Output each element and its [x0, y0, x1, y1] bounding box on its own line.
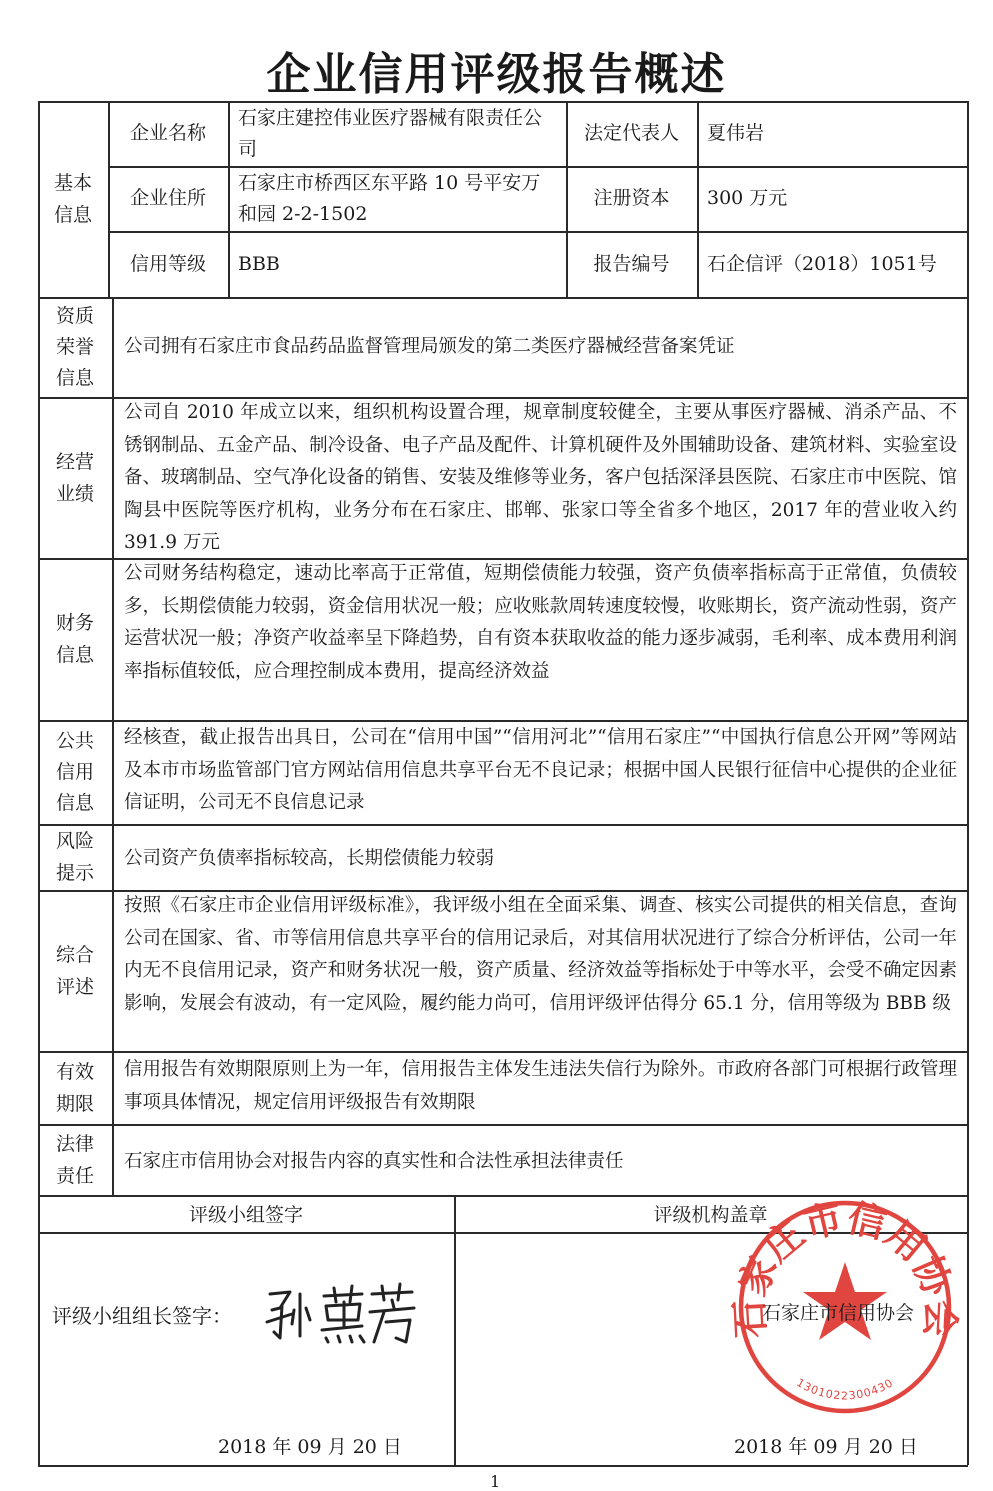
svg-text:1301022300430: 1301022300430 — [794, 1376, 896, 1403]
risk-text: 公司资产负债率指标较高，长期偿债能力较弱 — [124, 848, 495, 869]
page-number: 1 — [490, 1472, 501, 1491]
business-performance-label: 经营 业绩 — [55, 450, 94, 505]
leader-signature-label: 评级小组组长签字： — [52, 1304, 232, 1328]
legal-liability-label: 法律 责任 — [55, 1132, 94, 1187]
validity-label: 有效 期限 — [55, 1060, 94, 1115]
group-signature-header: 评级小组签字 — [188, 1204, 303, 1226]
address-value: 石家庄市桥西区东平路 10 号平安万和园 2-2-1502 — [238, 171, 541, 225]
legal-rep-value: 夏伟岩 — [707, 122, 765, 144]
public-credit-text: 经核查，截止报告出具日，公司在“信用中国”“信用河北”“信用石家庄”“中国执行信息公开网”等网站及本市市场监管部门官方网站信用信息共享平台无不良记录；根据中国人民银行征信中心提供的企业征信证明，公司无不良信息记录 — [124, 727, 957, 813]
credit-grade-label: 信用等级 — [129, 252, 206, 275]
summary-label: 综合 评述 — [55, 943, 94, 998]
address-label: 企业住所 — [129, 187, 206, 209]
summary-text: 按照《石家庄市企业信用评级标准》，我评级小组在全面采集、调查、核实公司提供的相关信息，查询公司在国家、省、市等信用信息共享平台的信用记录后，对其信用状况进行了综合分析评估，公司一年内无不良信用记录，资产和财务状况一般，资产质量、经济效益等指标处于中等水平，会受不确定因素影响，发展会有波动，有一定风险，履约能力尚可，信用评级评估得分 65.1 分，信用等级为 BBB 级 — [124, 895, 957, 1014]
risk-label: 风险 提示 — [55, 830, 94, 884]
validity-text: 信用报告有效期限原则上为一年，信用报告主体发生违法失信行为除外。市政府各部门可根据行政管理事项具体情况，规定信用评级报告有效期限 — [124, 1059, 957, 1113]
credit-grade-value: BBB — [238, 252, 280, 275]
org-seal-header: 评级机构盖章 — [653, 1204, 768, 1226]
page-title: 企业信用评级报告概述 — [266, 49, 727, 100]
business-performance-text: 公司自 2010 年成立以来，组织机构设置合理，规章制度较健全，主要从事医疗器械、消杀产品、不锈钢制品、五金产品、制冷设备、电子产品及配件、计算机硬件及外围辅助设备、建筑材料、实验室设备、玻璃制品、空气净化设备的销售、安装及维修等业务，客户包括深泽县医院、石家庄市中医院、馆陶县中医院等医疗机构，业务分布在石家庄、邯郸、张家口等全省多个地区，2017 年的营业收入约 391.9 万元 — [124, 402, 957, 553]
company-name-value: 石家庄建控伟业医疗器械有限责任公司 — [238, 106, 543, 160]
basic-info-label: 基本 信息 — [53, 172, 92, 226]
org-name: 石家庄市信用协会 — [762, 1302, 915, 1324]
financial-info-label: 财务 信息 — [55, 612, 94, 666]
report-number-value: 石企信评（2018）1051号 — [707, 252, 937, 275]
capital-label: 注册资本 — [593, 187, 670, 209]
public-credit-label: 公共 信用 信息 — [55, 729, 94, 814]
date-right: 2018 年 09 月 20 日 — [734, 1436, 918, 1458]
company-name-label: 企业名称 — [129, 122, 206, 144]
financial-info-text: 公司财务结构稳定，速动比率高于正常值，短期偿债能力较强，资产负债率指标高于正常值，负债较多，长期偿债能力较弱，资金信用状况一般；应收账款周转速度较慢，收账期长，资产流动性弱，资产运营状况一般；净资产收益率呈下降趋势，自有资本获取收益的能力逐步减弱，毛利率、成本费用利润率指标值较低，应合理控制成本费用，提高经济效益 — [124, 563, 957, 682]
report-number-label: 报告编号 — [593, 252, 670, 275]
legal-rep-label: 法定代表人 — [583, 122, 679, 144]
qualification-text: 公司拥有石家庄市食品药品监督管理局颁发的第二类医疗器械经营备案凭证 — [124, 335, 735, 357]
svg-text:石家庄市信用协会: 石家庄市信用协会 — [730, 1195, 960, 1340]
date-left: 2018 年 09 月 20 日 — [218, 1436, 402, 1458]
legal-liability-text: 石家庄市信用协会对报告内容的真实性和合法性承担法律责任 — [124, 1150, 624, 1172]
leader-signature — [262, 1280, 422, 1350]
qualification-label: 资质 荣誉 信息 — [55, 304, 94, 389]
capital-value: 300 万元 — [707, 187, 788, 209]
